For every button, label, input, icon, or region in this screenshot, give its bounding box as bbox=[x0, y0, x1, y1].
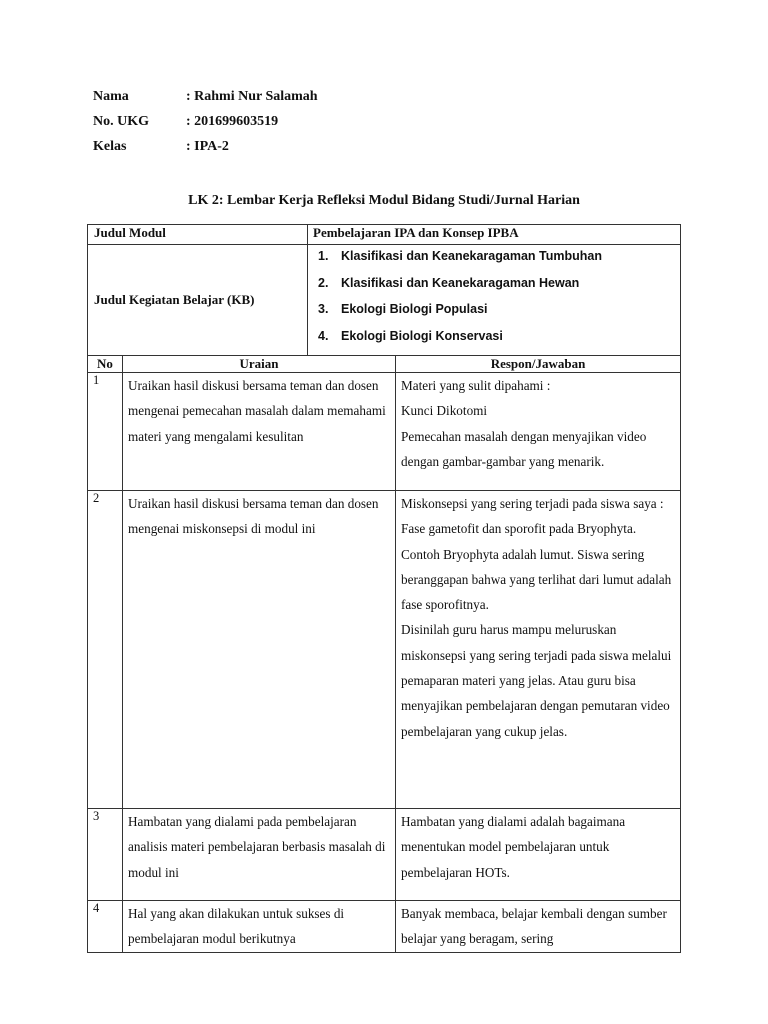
kb-item: 4. Ekologi Biologi Konservasi bbox=[318, 328, 503, 343]
judul-modul-value: Pembelajaran IPA dan Konsep IPBA bbox=[308, 225, 681, 245]
column-header-row bbox=[88, 356, 681, 373]
judul-modul-label: Judul Modul bbox=[88, 225, 308, 245]
table-row bbox=[88, 491, 681, 809]
table-row bbox=[88, 373, 681, 491]
nama-row bbox=[93, 86, 318, 111]
ukg-value: : 201699603519 bbox=[186, 114, 279, 129]
table-row bbox=[88, 809, 681, 901]
row-respon: Banyak membaca, belajar kembali dengan sumber belajar yang beragam, sering bbox=[396, 901, 681, 953]
row-uraian: Hambatan yang dialami pada pembelajaran analisis materi pembelajaran berbasis masalah di modul ini bbox=[123, 809, 396, 901]
row-respon: Hambatan yang dialami adalah bagaimana menentukan model pembelajaran untuk pembelajaran HOTs. bbox=[396, 809, 681, 901]
row-respon: Materi yang sulit dipahami : Kunci Dikotomi Pemecahan masalah dengan menyajikan video dengan gambar-gambar yang menarik. bbox=[396, 373, 681, 491]
row-uraian: Hal yang akan dilakukan untuk sukses di pembelajaran modul berikutnya bbox=[123, 901, 396, 953]
kb-item: 2. Klasifikasi dan Keanekaragaman Hewan bbox=[318, 275, 580, 290]
col-respon-header: Respon/Jawaban bbox=[396, 356, 681, 373]
kelas-value: : IPA-2 bbox=[186, 139, 229, 154]
row-respon: Miskonsepsi yang sering terjadi pada siswa saya : Fase gametofit dan sporofit pada Bryophyta. Contoh Bryophyta adalah lumut. Siswa sering beranggapan bahwa yang terlihat dari lumut adalah fase sporofitnya. Disinilah guru harus mampu meluruskan miskonsepsi yang sering terjadi pada siswa melalui pemaparan materi yang jelas. Atau guru bisa menyajikan pembelajaran dengan pemutaran video pembelajaran yang cukup jelas. bbox=[396, 491, 681, 809]
kb-row bbox=[88, 245, 681, 356]
row-number: 2 bbox=[88, 491, 123, 809]
ukg-label: No. UKG bbox=[93, 114, 149, 129]
row-number: 3 bbox=[88, 809, 123, 901]
kelas-row bbox=[93, 136, 318, 161]
kb-item: 3. Ekologi Biologi Populasi bbox=[318, 302, 488, 316]
row-uraian: Uraikan hasil diskusi bersama teman dan dosen mengenai miskonsepsi di modul ini bbox=[123, 491, 396, 809]
kelas-label: Kelas bbox=[93, 139, 127, 154]
nama-value: : Rahmi Nur Salamah bbox=[186, 89, 318, 104]
col-no-header: No bbox=[88, 356, 123, 373]
kb-label: Judul Kegiatan Belajar (KB) bbox=[88, 245, 308, 356]
reflection-table bbox=[87, 224, 681, 953]
row-uraian: Uraikan hasil diskusi bersama teman dan dosen mengenai pemecahan masalah dalam memahami materi yang mengalami kesulitan bbox=[123, 373, 396, 491]
row-number: 4 bbox=[88, 901, 123, 953]
kb-item: 1. Klasifikasi dan Keanekaragaman Tumbuhan bbox=[318, 249, 602, 263]
table-row bbox=[88, 901, 681, 953]
document-title: LK 2: Lembar Kerja Refleksi Modul Bidang Studi/Jurnal Harian bbox=[188, 193, 580, 208]
col-uraian-header: Uraian bbox=[123, 356, 396, 373]
row-number: 1 bbox=[88, 373, 123, 491]
kb-list bbox=[316, 249, 680, 355]
ukg-row bbox=[93, 111, 318, 136]
nama-label: Nama bbox=[93, 89, 129, 104]
identity-header bbox=[93, 86, 318, 161]
judul-modul-row bbox=[88, 225, 681, 245]
kb-list-cell bbox=[308, 245, 681, 356]
